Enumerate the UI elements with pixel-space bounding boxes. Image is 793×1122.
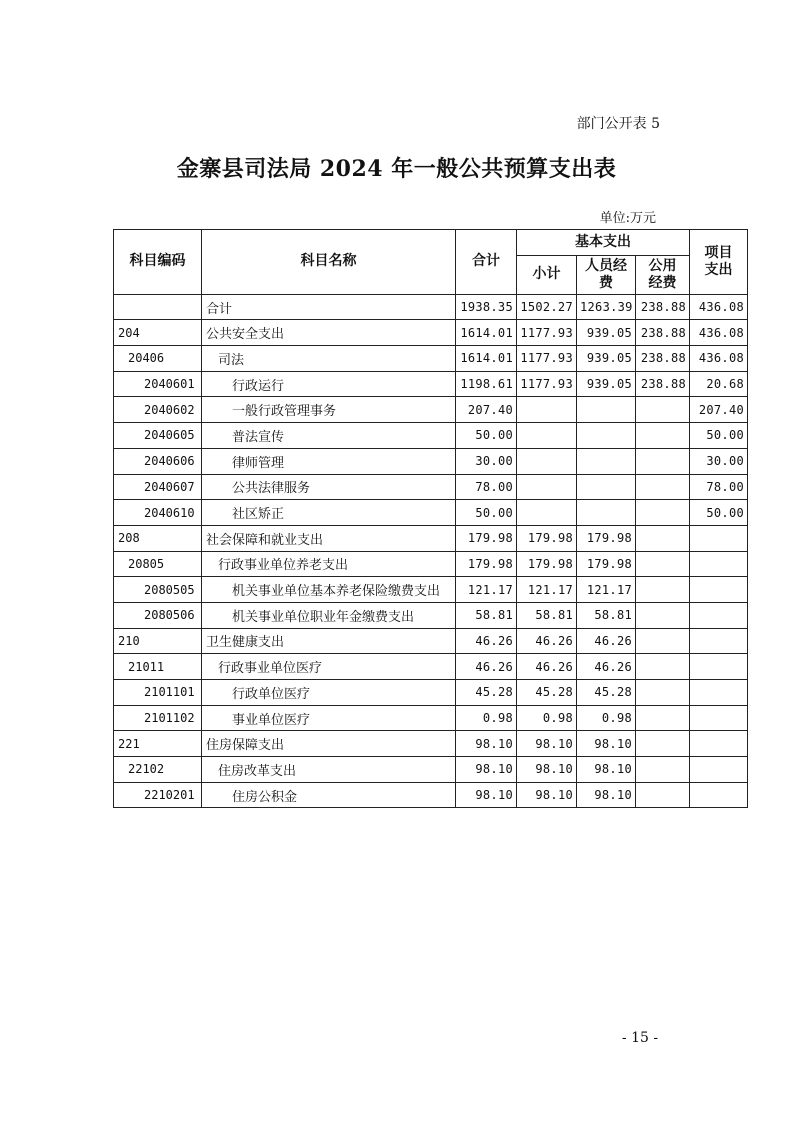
subject-name-cell: 社会保障和就业支出 bbox=[202, 525, 456, 551]
public-cell: 238.88 bbox=[636, 371, 690, 397]
subtotal-cell bbox=[517, 474, 577, 500]
subject-name-cell: 一般行政管理事务 bbox=[202, 397, 456, 423]
project-cell: 436.08 bbox=[690, 294, 748, 320]
subject-name-cell: 住房改革支出 bbox=[202, 757, 456, 783]
table-row bbox=[114, 525, 748, 551]
total-cell: 58.81 bbox=[456, 602, 517, 628]
subject-name-cell: 卫生健康支出 bbox=[202, 628, 456, 654]
project-cell: 50.00 bbox=[690, 500, 748, 526]
personnel-cell bbox=[577, 397, 636, 423]
personnel-cell: 0.98 bbox=[577, 705, 636, 731]
table-row bbox=[114, 397, 748, 423]
table-row bbox=[114, 654, 748, 680]
subject-name-cell: 公共安全支出 bbox=[202, 320, 456, 346]
personnel-cell: 98.10 bbox=[577, 757, 636, 783]
personnel-cell: 46.26 bbox=[577, 654, 636, 680]
public-cell bbox=[636, 705, 690, 731]
subject-code-cell: 2210201 bbox=[114, 782, 202, 808]
unit-label: 单位:万元 bbox=[599, 211, 656, 226]
project-cell: 436.08 bbox=[690, 320, 748, 346]
total-cell: 98.10 bbox=[456, 731, 517, 757]
subject-code-cell: 2101102 bbox=[114, 705, 202, 731]
table-row bbox=[114, 346, 748, 372]
personnel-cell: 46.26 bbox=[577, 628, 636, 654]
total-cell: 50.00 bbox=[456, 500, 517, 526]
public-cell bbox=[636, 628, 690, 654]
subject-name-cell: 行政单位医疗 bbox=[202, 680, 456, 706]
subject-name-cell: 机关事业单位职业年金缴费支出 bbox=[202, 602, 456, 628]
total-cell: 179.98 bbox=[456, 525, 517, 551]
personnel-cell: 121.17 bbox=[577, 577, 636, 603]
subject-code-cell: 2040606 bbox=[114, 448, 202, 474]
project-cell bbox=[690, 731, 748, 757]
public-cell bbox=[636, 757, 690, 783]
project-cell: 50.00 bbox=[690, 423, 748, 449]
budget-table bbox=[113, 229, 748, 808]
table-row bbox=[114, 423, 748, 449]
public-cell: 238.88 bbox=[636, 294, 690, 320]
subject-name-cell: 行政事业单位养老支出 bbox=[202, 551, 456, 577]
table-row bbox=[114, 628, 748, 654]
public-cell bbox=[636, 423, 690, 449]
table-row bbox=[114, 551, 748, 577]
table-row bbox=[114, 602, 748, 628]
subtotal-cell: 98.10 bbox=[517, 757, 577, 783]
personnel-cell bbox=[577, 474, 636, 500]
total-cell: 1614.01 bbox=[456, 320, 517, 346]
project-cell bbox=[690, 757, 748, 783]
table-row bbox=[114, 731, 748, 757]
subtotal-cell: 1177.93 bbox=[517, 371, 577, 397]
project-cell: 20.68 bbox=[690, 371, 748, 397]
table-row bbox=[114, 371, 748, 397]
project-cell: 207.40 bbox=[690, 397, 748, 423]
subject-name-cell: 住房保障支出 bbox=[202, 731, 456, 757]
subtotal-cell: 0.98 bbox=[517, 705, 577, 731]
subject-code-cell: 2080506 bbox=[114, 602, 202, 628]
subject-code-cell: 22102 bbox=[114, 757, 202, 783]
subject-code-cell: 2101101 bbox=[114, 680, 202, 706]
subject-code-cell: 208 bbox=[114, 525, 202, 551]
public-cell bbox=[636, 731, 690, 757]
total-cell: 207.40 bbox=[456, 397, 517, 423]
total-cell: 30.00 bbox=[456, 448, 517, 474]
table-row bbox=[114, 577, 748, 603]
subtotal-cell: 98.10 bbox=[517, 782, 577, 808]
public-cell bbox=[636, 680, 690, 706]
subtotal-cell: 45.28 bbox=[517, 680, 577, 706]
personnel-cell bbox=[577, 448, 636, 474]
header-row-1 bbox=[114, 230, 748, 256]
table-row bbox=[114, 320, 748, 346]
col-header-code: 科目编码 bbox=[114, 230, 202, 295]
table-row bbox=[114, 782, 748, 808]
subject-name-cell: 社区矫正 bbox=[202, 500, 456, 526]
subject-code-cell: 20406 bbox=[114, 346, 202, 372]
public-cell: 238.88 bbox=[636, 346, 690, 372]
page-number: - 15 - bbox=[621, 1030, 659, 1046]
project-cell bbox=[690, 602, 748, 628]
personnel-cell: 179.98 bbox=[577, 525, 636, 551]
subtotal-cell: 179.98 bbox=[517, 551, 577, 577]
subtotal-cell: 179.98 bbox=[517, 525, 577, 551]
public-cell bbox=[636, 782, 690, 808]
subtotal-cell: 1177.93 bbox=[517, 320, 577, 346]
subject-code-cell: 2040602 bbox=[114, 397, 202, 423]
subject-code-cell: 2040605 bbox=[114, 423, 202, 449]
subject-code-cell: 221 bbox=[114, 731, 202, 757]
total-cell: 0.98 bbox=[456, 705, 517, 731]
total-cell: 46.26 bbox=[456, 654, 517, 680]
subtotal-cell bbox=[517, 397, 577, 423]
subtotal-cell: 1502.27 bbox=[517, 294, 577, 320]
subject-name-cell: 行政事业单位医疗 bbox=[202, 654, 456, 680]
personnel-cell: 939.05 bbox=[577, 320, 636, 346]
project-cell bbox=[690, 525, 748, 551]
subtotal-cell bbox=[517, 500, 577, 526]
table-row bbox=[114, 705, 748, 731]
table-row bbox=[114, 757, 748, 783]
subject-name-cell: 司法 bbox=[202, 346, 456, 372]
col-header-name: 科目名称 bbox=[202, 230, 456, 295]
public-cell bbox=[636, 448, 690, 474]
personnel-cell bbox=[577, 423, 636, 449]
project-cell bbox=[690, 551, 748, 577]
public-cell bbox=[636, 654, 690, 680]
total-cell: 78.00 bbox=[456, 474, 517, 500]
table-row bbox=[114, 500, 748, 526]
budget-table-body bbox=[114, 294, 748, 808]
col-header-project: 项目支出 bbox=[690, 230, 748, 295]
subject-name-cell: 行政运行 bbox=[202, 371, 456, 397]
subject-code-cell bbox=[114, 294, 202, 320]
total-cell: 1938.35 bbox=[456, 294, 517, 320]
personnel-cell: 939.05 bbox=[577, 346, 636, 372]
subject-name-cell: 公共法律服务 bbox=[202, 474, 456, 500]
subject-name-cell: 住房公积金 bbox=[202, 782, 456, 808]
subject-name-cell: 事业单位医疗 bbox=[202, 705, 456, 731]
project-cell bbox=[690, 628, 748, 654]
total-cell: 98.10 bbox=[456, 782, 517, 808]
total-cell: 50.00 bbox=[456, 423, 517, 449]
total-cell: 98.10 bbox=[456, 757, 517, 783]
col-header-basic: 基本支出 bbox=[517, 230, 690, 256]
personnel-cell: 179.98 bbox=[577, 551, 636, 577]
subject-code-cell: 204 bbox=[114, 320, 202, 346]
personnel-cell: 45.28 bbox=[577, 680, 636, 706]
table-row bbox=[114, 474, 748, 500]
personnel-cell: 98.10 bbox=[577, 782, 636, 808]
subject-code-cell: 2040601 bbox=[114, 371, 202, 397]
project-cell bbox=[690, 705, 748, 731]
personnel-cell: 58.81 bbox=[577, 602, 636, 628]
public-cell bbox=[636, 474, 690, 500]
project-cell: 436.08 bbox=[690, 346, 748, 372]
public-cell bbox=[636, 577, 690, 603]
subject-name-cell: 机关事业单位基本养老保险缴费支出 bbox=[202, 577, 456, 603]
project-cell bbox=[690, 654, 748, 680]
col-header-personnel: 人员经费 bbox=[577, 255, 636, 294]
total-cell: 179.98 bbox=[456, 551, 517, 577]
col-header-subtotal: 小计 bbox=[517, 255, 577, 294]
subtotal-cell: 46.26 bbox=[517, 654, 577, 680]
subtotal-cell: 46.26 bbox=[517, 628, 577, 654]
col-header-public: 公用经费 bbox=[636, 255, 690, 294]
subtotal-cell bbox=[517, 423, 577, 449]
subject-code-cell: 21011 bbox=[114, 654, 202, 680]
subtotal-cell: 98.10 bbox=[517, 731, 577, 757]
total-cell: 1198.61 bbox=[456, 371, 517, 397]
subject-name-cell: 普法宣传 bbox=[202, 423, 456, 449]
personnel-cell bbox=[577, 500, 636, 526]
subject-code-cell: 2040610 bbox=[114, 500, 202, 526]
public-cell bbox=[636, 551, 690, 577]
subject-code-cell: 210 bbox=[114, 628, 202, 654]
public-cell: 238.88 bbox=[636, 320, 690, 346]
table-row bbox=[114, 448, 748, 474]
table-row bbox=[114, 680, 748, 706]
subtotal-cell: 121.17 bbox=[517, 577, 577, 603]
project-cell: 78.00 bbox=[690, 474, 748, 500]
total-cell: 46.26 bbox=[456, 628, 517, 654]
total-cell: 45.28 bbox=[456, 680, 517, 706]
public-cell bbox=[636, 397, 690, 423]
col-header-total: 合计 bbox=[456, 230, 517, 295]
public-cell bbox=[636, 525, 690, 551]
subtotal-cell: 1177.93 bbox=[517, 346, 577, 372]
personnel-cell: 939.05 bbox=[577, 371, 636, 397]
subtotal-cell bbox=[517, 448, 577, 474]
project-cell bbox=[690, 782, 748, 808]
project-cell bbox=[690, 680, 748, 706]
project-cell: 30.00 bbox=[690, 448, 748, 474]
table-row bbox=[114, 294, 748, 320]
form-number: 部门公开表 5 bbox=[576, 116, 660, 132]
subtotal-cell: 58.81 bbox=[517, 602, 577, 628]
subject-code-cell: 2040607 bbox=[114, 474, 202, 500]
subject-code-cell: 20805 bbox=[114, 551, 202, 577]
public-cell bbox=[636, 500, 690, 526]
subject-code-cell: 2080505 bbox=[114, 577, 202, 603]
total-cell: 1614.01 bbox=[456, 346, 517, 372]
personnel-cell: 1263.39 bbox=[577, 294, 636, 320]
subject-name-cell: 律师管理 bbox=[202, 448, 456, 474]
personnel-cell: 98.10 bbox=[577, 731, 636, 757]
project-cell bbox=[690, 577, 748, 603]
subject-name-cell: 合计 bbox=[202, 294, 456, 320]
total-cell: 121.17 bbox=[456, 577, 517, 603]
public-cell bbox=[636, 602, 690, 628]
page-title: 金寨县司法局 2024 年一般公共预算支出表 bbox=[176, 156, 617, 182]
